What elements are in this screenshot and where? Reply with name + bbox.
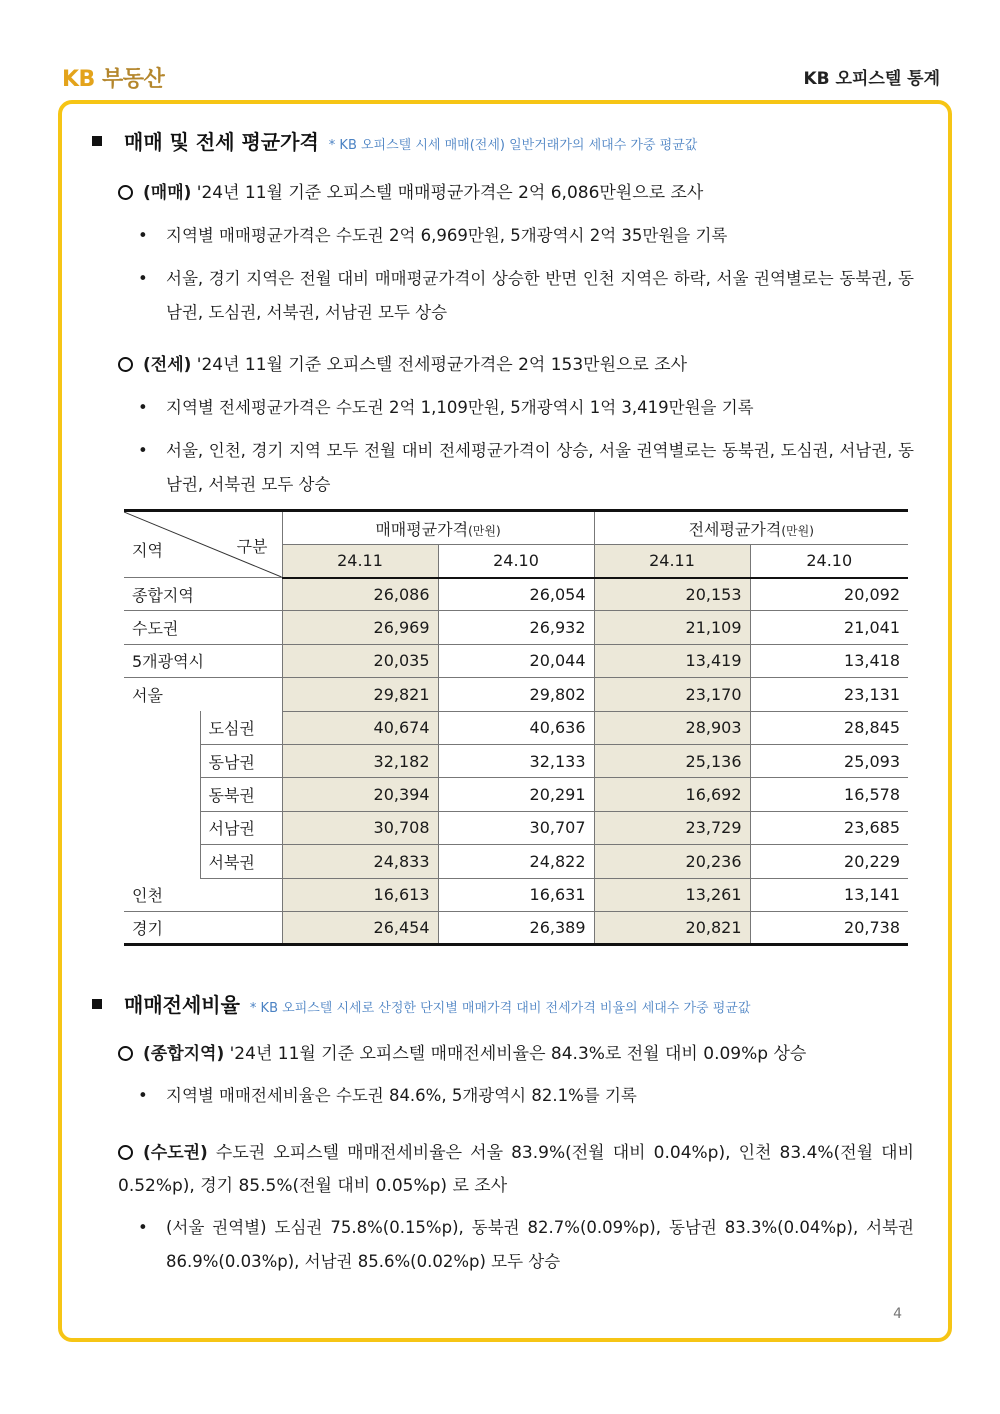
- section-heading: 매매전세비율: [124, 993, 240, 1017]
- region-cell: 서울: [124, 678, 282, 711]
- section-note: * KB 오피스텔 시세 매매(전세) 일반거래가의 세대수 가중 평균값: [328, 138, 698, 153]
- sale-2411-cell: 32,182: [282, 744, 438, 777]
- sale-2410-cell: 24,822: [438, 845, 594, 878]
- sale-2411-cell: 24,833: [282, 845, 438, 878]
- sale-headline-text: '24년 11월 기준 오피스텔 매매평균가격은 2억 6,086만원으로 조사: [191, 183, 704, 203]
- jeonse-2411-cell: 20,236: [594, 845, 750, 878]
- sale-2410-cell: 26,054: [438, 578, 594, 611]
- jeonse-2411-cell: 28,903: [594, 711, 750, 744]
- section-title-ratio: [92, 989, 750, 1018]
- jeonse-2410-cell: 13,141: [750, 878, 908, 911]
- jeonse-2411-cell: 21,109: [594, 611, 750, 644]
- region-cell: 5개광역시: [124, 644, 282, 677]
- sale-2411-cell: 30,708: [282, 811, 438, 844]
- brand-logo: [62, 62, 164, 93]
- sale-2410-cell: 29,802: [438, 678, 594, 711]
- subregion-cell: 서북권: [200, 845, 282, 878]
- capital-tag: (수도권): [143, 1143, 208, 1163]
- table-row: [124, 744, 908, 777]
- table-row: [124, 778, 908, 811]
- sale-2411-cell: 20,394: [282, 778, 438, 811]
- brand-name: 부동산: [102, 67, 165, 92]
- circle-bullet-icon: [118, 1046, 133, 1061]
- jeonse-bullet-1: • 지역별 전세평균가격은 수도권 2억 1,109만원, 5개광역시 1억 3,419만원을 기록: [138, 398, 754, 417]
- table-row: [124, 711, 908, 744]
- jeonse-2411-cell: 20,153: [594, 578, 750, 611]
- region-cell-blank: [124, 778, 200, 811]
- col-header-sale-2410: 24.10: [438, 545, 594, 578]
- table-corner-header: [124, 511, 282, 578]
- jeonse-2410-cell: 20,229: [750, 845, 908, 878]
- jeonse-2411-cell: 25,136: [594, 744, 750, 777]
- total-ratio-headline: [118, 1041, 806, 1068]
- table-row: [124, 678, 908, 711]
- average-price-table: [124, 509, 908, 946]
- jeonse-2410-cell: 21,041: [750, 611, 908, 644]
- subregion-cell: 서남권: [200, 811, 282, 844]
- sale-2411-cell: 29,821: [282, 678, 438, 711]
- corner-category-label: 구분: [236, 537, 268, 556]
- jeonse-headline: [118, 352, 687, 379]
- subregion-cell: 도심권: [200, 711, 282, 744]
- section-title-average-price: [92, 126, 697, 155]
- jeonse-2411-cell: 23,729: [594, 811, 750, 844]
- jeonse-2410-cell: 13,418: [750, 644, 908, 677]
- sale-2410-cell: 20,291: [438, 778, 594, 811]
- jeonse-2410-cell: 28,845: [750, 711, 908, 744]
- jeonse-tag: (전세): [143, 355, 192, 375]
- group-header-sale: 매매평균가격(만원): [282, 511, 594, 545]
- section-note: * KB 오피스텔 시세로 산정한 단지별 매매가격 대비 전세가격 비율의 세대수 가중 평균값: [249, 1001, 751, 1016]
- capital-ratio-paragraph: [118, 1137, 914, 1203]
- sale-2410-cell: 26,932: [438, 611, 594, 644]
- jeonse-headline-text: '24년 11월 기준 오피스텔 전세평균가격은 2억 153만원으로 조사: [191, 355, 688, 375]
- circle-bullet-icon: [118, 1145, 133, 1160]
- sale-tag: (매매): [143, 183, 192, 203]
- corner-region-label: 지역: [132, 541, 163, 560]
- page-number: 4: [893, 1306, 902, 1322]
- jeonse-2410-cell: 23,685: [750, 811, 908, 844]
- document-title: KB 오피스텔 통계: [803, 69, 940, 89]
- jeonse-2410-cell: 20,738: [750, 911, 908, 944]
- jeonse-2411-cell: 20,821: [594, 911, 750, 944]
- region-cell: 종합지역: [124, 578, 282, 611]
- sale-2411-cell: 40,674: [282, 711, 438, 744]
- table-row: [124, 611, 908, 644]
- jeonse-2411-cell: 23,170: [594, 678, 750, 711]
- section-heading: 매매 및 전세 평균가격: [124, 130, 319, 154]
- sale-2410-cell: 32,133: [438, 744, 594, 777]
- capital-headline-text: 수도권 오피스텔 매매전세비율은 서울 83.9%(전월 대비 0.04%p), 인천 83.4%(전월 대비 0.52%p), 경기 85.5%(전월 대비 0.05%p) 로 조사: [118, 1143, 914, 1196]
- sale-2411-cell: 16,613: [282, 878, 438, 911]
- sale-2410-cell: 40,636: [438, 711, 594, 744]
- jeonse-2410-cell: 25,093: [750, 744, 908, 777]
- table-row: [124, 811, 908, 844]
- region-cell-blank: [124, 744, 200, 777]
- subregion-cell: 동북권: [200, 778, 282, 811]
- region-cell: 수도권: [124, 611, 282, 644]
- sale-2410-cell: 26,389: [438, 911, 594, 944]
- jeonse-2410-cell: 23,131: [750, 678, 908, 711]
- table-row: [124, 578, 908, 611]
- table-row: [124, 911, 908, 944]
- seoul-ratio-bullet: • (서울 권역별) 도심권 75.8%(0.15%p), 동북권 82.7%(0.09%p), 동남권 83.3%(0.04%p), 서북권 86.9%(0.03%p), 서남권 85.6%(0.02%p) 모두 상승: [138, 1218, 914, 1271]
- jeonse-bullet-2: • 서울, 인천, 경기 지역 모두 전월 대비 전세평균가격이 상승, 서울 권역별로는 동북권, 도심권, 서남권, 동남권, 서북권 모두 상승: [138, 441, 914, 494]
- sale-2410-cell: 20,044: [438, 644, 594, 677]
- sale-bullet-2: • 서울, 경기 지역은 전월 대비 매매평균가격이 상승한 반면 인천 지역은 하락, 서울 권역별로는 동북권, 동남권, 도심권, 서북권, 서남권 모두 상승: [138, 269, 914, 322]
- brand-kb: KB: [62, 67, 95, 92]
- total-headline-text: '24년 11월 기준 오피스텔 매매전세비율은 84.3%로 전월 대비 0.09%p 상승: [224, 1044, 807, 1064]
- region-cell: 인천: [124, 878, 282, 911]
- subregion-cell: 동남권: [200, 744, 282, 777]
- sale-2410-cell: 30,707: [438, 811, 594, 844]
- circle-bullet-icon: [118, 185, 133, 200]
- sale-headline: [118, 180, 703, 207]
- sale-2411-cell: 26,454: [282, 911, 438, 944]
- region-cell-blank: [124, 811, 200, 844]
- jeonse-2410-cell: 16,578: [750, 778, 908, 811]
- sale-2411-cell: 20,035: [282, 644, 438, 677]
- jeonse-2410-cell: 20,092: [750, 578, 908, 611]
- square-bullet-icon: [92, 999, 102, 1009]
- table-row: [124, 878, 908, 911]
- square-bullet-icon: [92, 136, 102, 146]
- sale-bullet-1: • 지역별 매매평균가격은 수도권 2억 6,969만원, 5개광역시 2억 35만원을 기록: [138, 226, 728, 245]
- table-row: [124, 644, 908, 677]
- table-row: [124, 845, 908, 878]
- sale-2411-cell: 26,086: [282, 578, 438, 611]
- sale-2411-cell: 26,969: [282, 611, 438, 644]
- jeonse-2411-cell: 13,261: [594, 878, 750, 911]
- circle-bullet-icon: [118, 357, 133, 372]
- col-header-jeonse-2410: 24.10: [750, 545, 908, 578]
- jeonse-2411-cell: 13,419: [594, 644, 750, 677]
- region-cell: 경기: [124, 911, 282, 944]
- region-cell-blank: [124, 845, 200, 878]
- col-header-sale-2411: 24.11: [282, 545, 438, 578]
- region-cell-blank: [124, 711, 200, 744]
- col-header-jeonse-2411: 24.11: [594, 545, 750, 578]
- total-ratio-bullet: • 지역별 매매전세비율은 수도권 84.6%, 5개광역시 82.1%를 기록: [138, 1086, 637, 1105]
- group-header-jeonse: 전세평균가격(만원): [594, 511, 908, 545]
- total-tag: (종합지역): [143, 1044, 225, 1064]
- sale-2410-cell: 16,631: [438, 878, 594, 911]
- jeonse-2411-cell: 16,692: [594, 778, 750, 811]
